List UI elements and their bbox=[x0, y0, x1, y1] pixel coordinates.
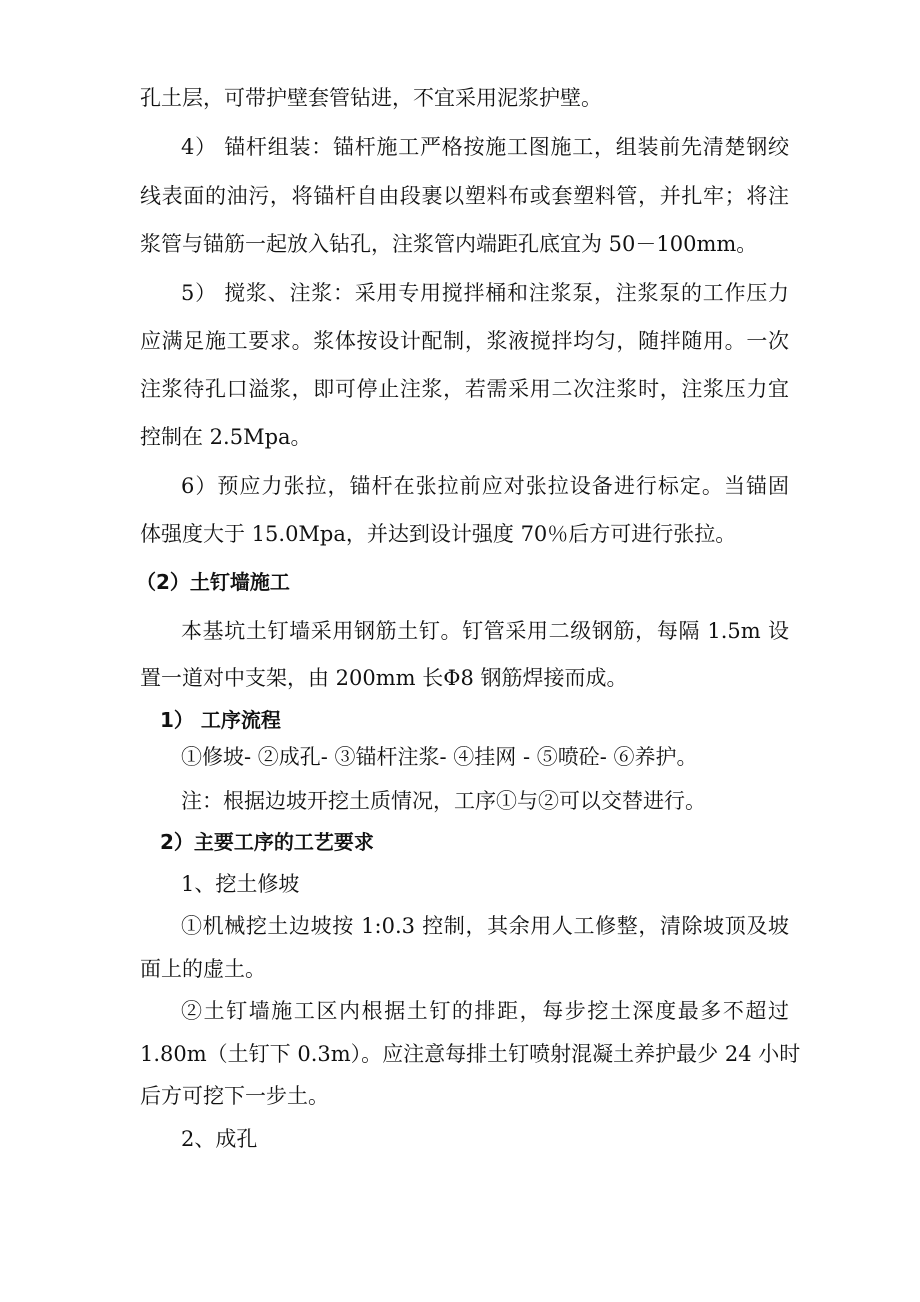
paragraph-line-5: 5） 搅浆、注浆：采用专用搅拌桶和注浆泵，注浆泵的工作压力 bbox=[181, 281, 789, 305]
section-heading-soil-nail-wall: （2）土钉墙施工 bbox=[136, 570, 290, 594]
process-flow-steps: ①修坡- ②成孔- ③锚杆注浆- ④挂网 - ⑤喷砼- ⑥养护。 bbox=[181, 745, 698, 769]
paragraph-line-9: 6）预应力张拉，锚杆在张拉前应对张拉设备进行标定。当锚固 bbox=[181, 474, 789, 498]
paragraph-line-1: 孔土层，可带护壁套管钻进，不宜采用泥浆护壁。 bbox=[140, 86, 602, 110]
process-flow-note: 注：根据边坡开挖土质情况，工序①与②可以交替进行。 bbox=[181, 789, 706, 813]
paragraph-line-23: 后方可挖下一步土。 bbox=[140, 1084, 329, 1108]
item-heading-excavation: 1、挖土修坡 bbox=[181, 872, 300, 896]
subheading-process-flow: 1） 工序流程 bbox=[160, 708, 281, 732]
paragraph-line-6: 应满足施工要求。浆体按设计配制，浆液搅拌均匀，随拌随用。一次 bbox=[140, 329, 789, 353]
paragraph-line-7: 注浆待孔口溢浆，即可停止注浆，若需采用二次注浆时，注浆压力宜 bbox=[140, 377, 789, 401]
paragraph-line-8: 控制在 2.5Mpa。 bbox=[140, 425, 312, 449]
item-heading-drilling: 2、成孔 bbox=[181, 1127, 258, 1151]
paragraph-line-19: ①机械挖土边坡按 1:0.3 控制，其余用人工修整，清除坡顶及坡 bbox=[181, 914, 789, 938]
paragraph-line-12: 本基坑土钉墙采用钢筋土钉。钉管采用二级钢筋，每隔 1.5m 设 bbox=[181, 619, 789, 643]
paragraph-line-20: 面上的虚土。 bbox=[140, 957, 266, 981]
paragraph-line-10: 体强度大于 15.0Mpa，并达到设计强度 70％后方可进行张拉。 bbox=[140, 522, 737, 546]
paragraph-line-2: 4） 锚杆组装：锚杆施工严格按施工图施工，组装前先清楚钢绞 bbox=[181, 135, 789, 159]
subheading-process-requirements: 2）主要工序的工艺要求 bbox=[160, 830, 374, 854]
paragraph-line-22: 1.80m（土钉下 0.3m）。应注意每排土钉喷射混凝土养护最少 24 小时 bbox=[140, 1042, 801, 1066]
paragraph-line-21: ②土钉墙施工区内根据土钉的排距，每步挖土深度最多不超过 bbox=[181, 999, 789, 1023]
paragraph-line-3: 线表面的油污，将锚杆自由段裹以塑料布或套塑料管，并扎牢；将注 bbox=[140, 184, 789, 208]
paragraph-line-13: 置一道对中支架，由 200mm 长Φ8 钢筋焊接而成。 bbox=[140, 666, 628, 690]
paragraph-line-4: 浆管与锚筋一起放入钻孔，注浆管内端距孔底宜为 50－100mm。 bbox=[140, 232, 758, 256]
